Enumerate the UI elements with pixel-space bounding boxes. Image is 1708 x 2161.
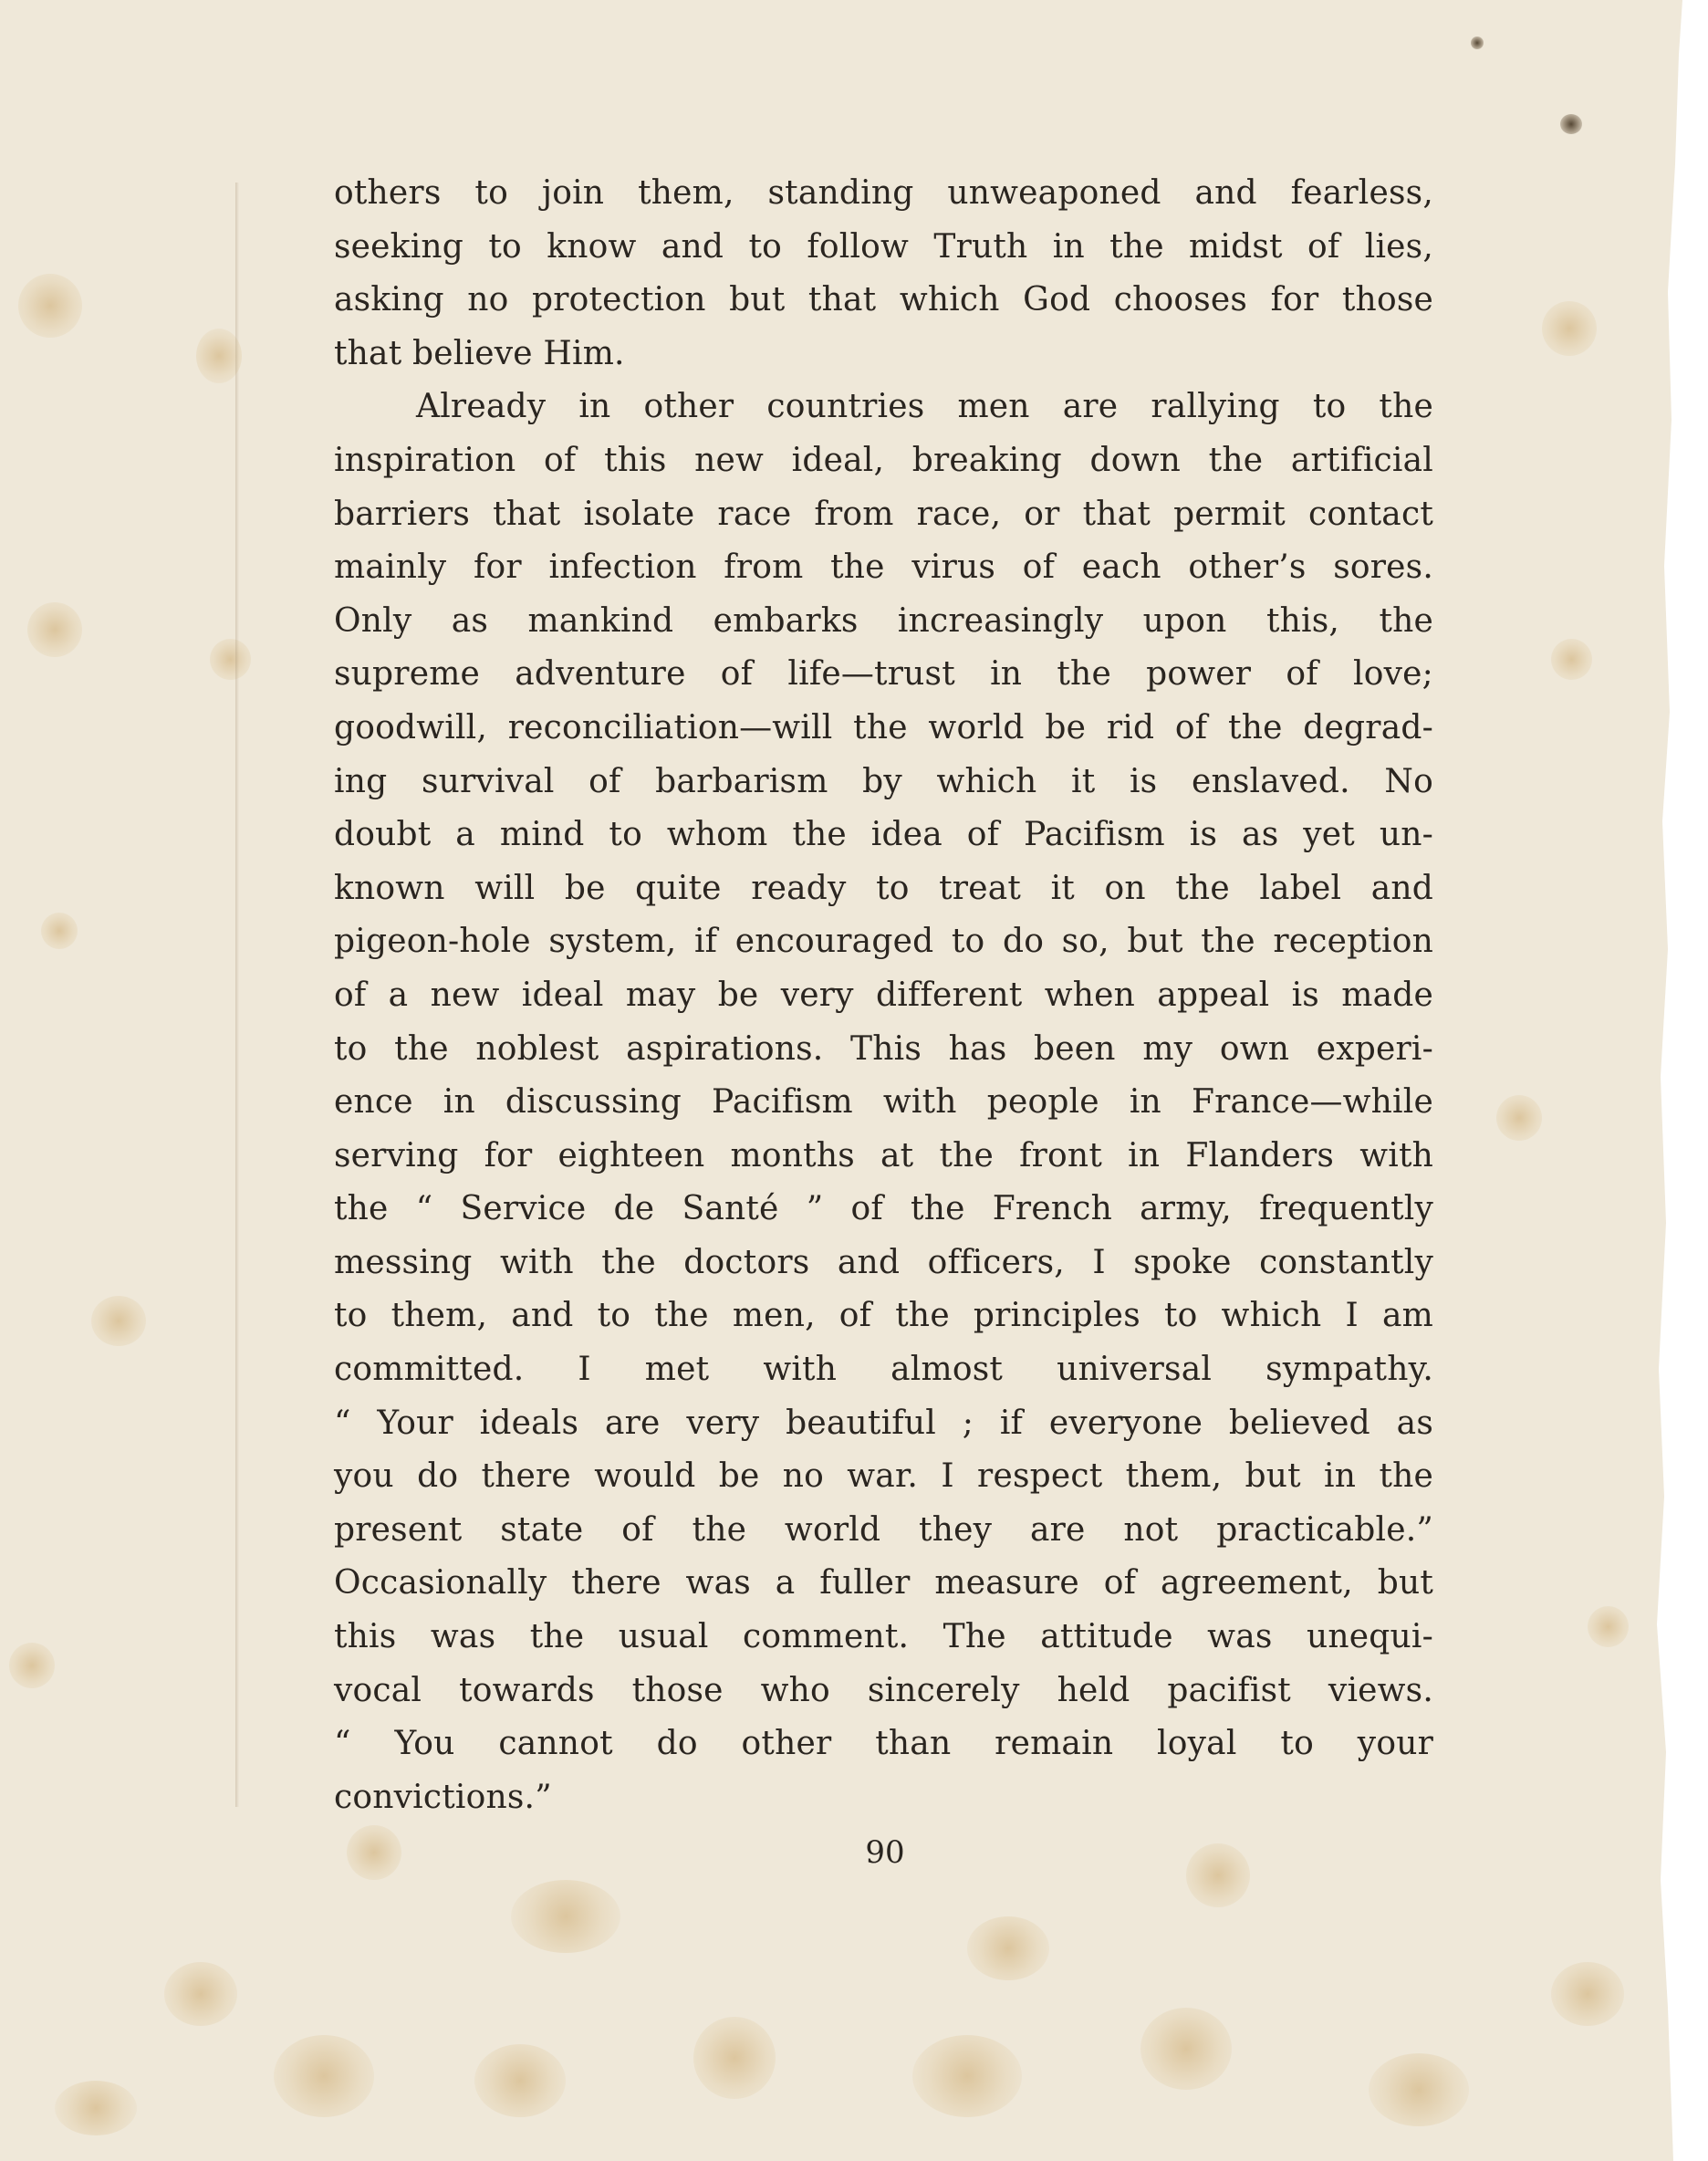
foxing-spot: [18, 274, 82, 338]
text-line: pigeon-hole system, if encouraged to do so, but the reception: [334, 923, 1433, 961]
text-line: that believe Him.: [334, 334, 625, 372]
foxing-spot: [912, 2035, 1022, 2117]
page-crease: [235, 183, 239, 1807]
text-line: serving for eighteen months at the front in Flanders with: [334, 1136, 1433, 1174]
text-line: goodwill, reconciliation—will the world be rid of the degrad-: [334, 708, 1433, 746]
foxing-spot: [1588, 1606, 1629, 1647]
text-line: “ You cannot do other than remain loyal to your: [334, 1725, 1433, 1763]
foxing-spot: [347, 1825, 401, 1880]
text-line: to them, and to the men, of the principles to which I am: [334, 1297, 1433, 1335]
text-line: supreme adventure of life—trust in the power of love;: [334, 655, 1433, 694]
foxing-spot: [9, 1643, 55, 1688]
text-line: Occasionally there was a fuller measure of agreement, but: [334, 1564, 1433, 1602]
text-line: of a new ideal may be very different when appeal is made: [334, 976, 1433, 1014]
text-line: known will be quite ready to treat it on the label and: [334, 869, 1433, 907]
foxing-spot: [27, 602, 82, 657]
text-line: present state of the world they are not practicable.”: [334, 1510, 1433, 1549]
text-line: barriers that isolate race from race, or that permit contact: [334, 495, 1433, 533]
foxing-spot: [55, 2081, 137, 2135]
ink-blot: [1471, 37, 1484, 49]
text-line: Only as mankind embarks increasingly upon this, the: [334, 601, 1433, 640]
text-line: messing with the doctors and officers, I spoke constantly: [334, 1243, 1433, 1281]
text-line: others to join them, standing unweaponed and fearless,: [334, 174, 1433, 212]
foxing-spot: [164, 1962, 237, 2026]
text-line: ing survival of barbarism by which it is enslaved. No: [334, 762, 1433, 800]
text-line: mainly for infection from the virus of each other’s sores.: [334, 548, 1433, 587]
foxing-spot: [91, 1296, 146, 1346]
text-line: vocal towards those who sincerely held pacifist views.: [334, 1671, 1433, 1709]
text-line: “ Your ideals are very beautiful ; if everyone believed as: [334, 1404, 1433, 1442]
text-line: ence in discussing Pacifism with people in France—while: [334, 1083, 1433, 1122]
foxing-spot: [1551, 1962, 1624, 2026]
text-line: doubt a mind to whom the idea of Pacifism is as yet un-: [334, 816, 1433, 854]
text-line: committed. I met with almost universal sympathy.: [334, 1351, 1433, 1389]
foxing-spot: [41, 913, 78, 949]
foxing-spot: [967, 1916, 1049, 1980]
foxing-spot: [1551, 639, 1592, 680]
foxing-spot: [274, 2035, 374, 2117]
text-line: this was the usual comment. The attitude was unequi-: [334, 1618, 1433, 1656]
text-line: you do there would be no war. I respect them, but in the: [334, 1457, 1433, 1496]
text-line: to the noblest aspirations. This has been my own experi-: [334, 1029, 1433, 1068]
foxing-spot: [1369, 2053, 1469, 2126]
foxing-spot: [474, 2044, 566, 2117]
page-number: 90: [865, 1834, 905, 1871]
foxing-spot: [1186, 1843, 1250, 1907]
foxing-spot: [1496, 1095, 1542, 1141]
foxing-spot: [1140, 2008, 1232, 2090]
foxing-spot: [511, 1880, 620, 1953]
foxing-spot: [210, 639, 251, 680]
text-line: seeking to know and to follow Truth in the midst of lies,: [334, 227, 1433, 266]
text-line: asking no protection but that which God chooses for those: [334, 281, 1433, 319]
foxing-spot: [1542, 301, 1597, 356]
text-line: inspiration of this new ideal, breaking down the artificial: [334, 441, 1433, 479]
ink-blot: [1560, 114, 1582, 134]
torn-page-edge: [1655, 0, 1692, 2161]
body-text: [334, 167, 1433, 1824]
text-line: Already in other countries men are rallying to the: [416, 388, 1433, 426]
text-line: the “ Service de Santé ” of the French army, frequently: [334, 1190, 1433, 1228]
foxing-spot: [693, 2017, 776, 2099]
text-line: convictions.”: [334, 1778, 552, 1816]
